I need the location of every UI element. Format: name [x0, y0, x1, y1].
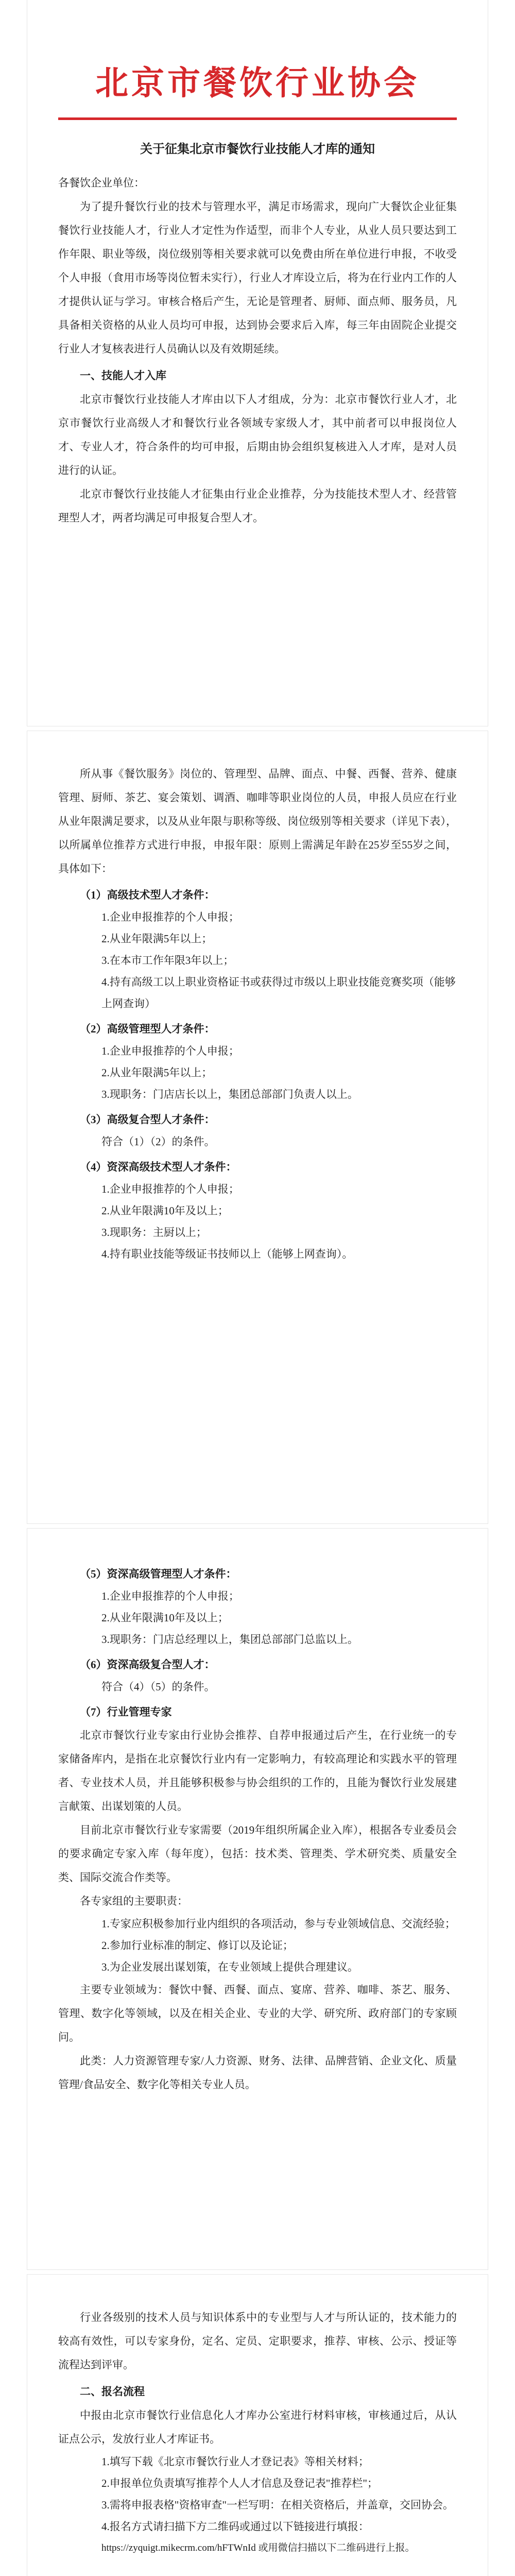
eligibility-text: 所从事《餐饮服务》岗位的、管理型、品牌、面点、中餐、西餐、营养、健康管理、厨师、茶艺、宴会策划、调酒、咖啡等职业岗位的人员，申报人员应在行业从业年限满足要求，以及从业年限与职称等级、岗位级别等相关要求（详见下表），以所属单位推荐方式进行申报，申报年限：原则上需满足年龄在25岁至55岁之间，具体如下：: [58, 768, 457, 875]
list-item: 2.从业年限满5年以上；: [101, 1066, 213, 1079]
list-item: 2.从业年限满10年及以上；: [101, 1612, 229, 1624]
list-item: 1.填写下载《北京市餐饮行业人才登记表》等相关材料；: [101, 2455, 369, 2468]
list-item: 1.企业申报推荐的个人申报；: [101, 1045, 239, 1057]
list-item: 4.报名方式请扫描下方二维码或通过以下链接进行填报：: [101, 2520, 369, 2533]
list-item: 2.申报单位负责填写推荐个人人才信息及登记表"推荐栏"；: [101, 2477, 378, 2489]
expert-fields-text: 主要专业领域为：餐饮中餐、西餐、面点、宴席、营养、咖啡、茶艺、服务、管理、数字化等领域，以及在相关企业、专业的大学、研究所、政府部门的专家顾问。: [58, 1984, 457, 2043]
cond-3-heading: （3）高级复合型人才条件：: [80, 1113, 215, 1126]
list-item: 1.企业申报推荐的个人申报；: [101, 1183, 239, 1195]
cond-2-heading: （2）高级管理型人才条件：: [80, 1023, 215, 1035]
notice-title: 关于征集北京市餐饮行业技能人才库的通知: [140, 142, 375, 156]
salutation: 各餐饮企业单位：: [58, 177, 145, 189]
list-item: 3.为企业发展出谋划策，在专业领域上提供合理建议。: [101, 1961, 358, 1973]
list-item: 3.在本市工作年限3年以上；: [101, 954, 234, 967]
section-1-heading: 一、技能人才入库: [80, 369, 166, 382]
expert-text: 北京市餐饮行业专家由行业协会推荐、自荐申报通过后产生，在行业统一的专家储备库内，是指在北京餐饮行业内有一定影响力，有较高理论和实践水平的管理者、专业技术人员，并且能够积极参与协会组织的工作的，且能为餐饮行业发展建言献策、出谋划策的人员。: [58, 1729, 457, 1812]
expert-text-2: 目前北京市餐饮行业专家需要（2019年组织所属企业入库），根据各专业委员会的要求确定专家入库（每年度），包括：技术类、管理类、学术研究类、质量安全类、国际交流合作类等。: [58, 1824, 457, 1884]
list-item: 3.现职务：门店店长以上，集团总部部门负责人以上。: [101, 1088, 358, 1100]
list-item: 3.需将申报表格"资格审查"一栏写明：在相关资格后，并盖章，交回协会。: [101, 2499, 454, 2511]
link-note: 或用微信扫描以下二维码进行上报。: [258, 2543, 415, 2553]
list-item: 符合（1）（2）的条件。: [101, 1136, 215, 1148]
registration-link[interactable]: https://zyquigt.mikecrm.com/hFTWnId: [101, 2543, 256, 2553]
page4-intro: 行业各级别的技术人员与知识体系中的专业型与人才与所认证的，技术能力的较高有效性，可以专家身份，定名、定员、定职要求，推荐、审核、公示、授证等流程达到评审。: [58, 2311, 457, 2371]
list-item: 2.从业年限满10年及以上；: [101, 1205, 229, 1217]
list-item: 4.持有职业技能等级证书技师以上（能够上网查询）。: [101, 1248, 353, 1260]
cond-6-heading: （6）资深高级复合型人才：: [80, 1658, 215, 1671]
page-3: [27, 1528, 488, 2270]
list-item: 1.企业申报推荐的个人申报；: [101, 911, 239, 923]
cond-7-heading: （7）行业管理专家: [80, 1706, 172, 1718]
list-item: 符合（4）（5）的条件。: [101, 1681, 215, 1693]
cond-1-heading: （1）高级技术型人才条件：: [80, 889, 215, 901]
expert-fields-text-2: 此类：人力资源管理专家/人力资源、财务、法律、品牌营销、企业文化、质量管理/食品安全、数字化等相关专业人员。: [58, 2055, 457, 2091]
section-2-heading: 二、报名流程: [80, 2385, 145, 2398]
cond-4-heading: （4）资深高级技术型人才条件：: [80, 1161, 237, 1173]
list-item: 1.企业申报推荐的个人申报；: [101, 1590, 239, 1602]
page-1: [27, 0, 488, 726]
section-2-text: 中报由北京市餐饮行业信息化人才库办公室进行材料审核，审核通过后，从认证点公示，发放行业人才库证书。: [58, 2409, 457, 2445]
cond-5-heading: （5）资深高级管理型人才条件：: [80, 1568, 237, 1580]
list-item: 1.专家应积极参加行业内组织的各项活动，参与专业领域信息、交流经验；: [101, 1918, 456, 1930]
list-item: 3.现职务：门店总经理以上，集团总部部门总监以上。: [101, 1633, 358, 1646]
intro-paragraph: 为了提升餐饮行业的技术与管理水平，满足市场需求，现向广大餐饮企业征集餐饮行业技能人才，行业人才定性为作适型，而非个人专业，从业人员只要达到工作年限、职业等级，岗位级别等相关要求就可以免费由所在单位进行申报，不收受个人申报（食用市场等岗位暂未实行），行业人才库设立后，将为在行业内工作的人才提供认证与学习。审核合格后产生，无论是管理者、厨师、面点师、服务员，凡具备相关资格的从业人员均可申报，达到协会要求后入库，每三年由固院企业提交行业人才复核表进行人员确认以及有效期延续。: [58, 200, 457, 355]
list-item: 2.参加行业标准的制定、修订以及论证；: [101, 1939, 294, 1952]
page-2: [27, 731, 488, 1524]
section-1-text-2: 北京市餐饮行业技能人才征集由行业企业推荐，分为技能技术型人才、经营管理型人才，两者均满足可申报复合型人才。: [58, 488, 457, 524]
expert-duties-label: 各专家组的主要职责：: [80, 1895, 188, 1907]
org-header-title: 北京市餐饮行业协会: [95, 64, 420, 103]
page-4: [27, 2274, 488, 2576]
section-1-text: 北京市餐饮行业技能人才库由以下人才组成，分为：北京市餐饮行业人才，北京市餐饮行业高级人才和餐饮行业各领域专家级人才，其中前者可以申报岗位人才、专业人才，符合条件的均可申报，后期由协会组织复核进入人才库，是对人员进行的认证。: [58, 393, 457, 477]
list-item: 3.现职务：主厨以上；: [101, 1226, 207, 1239]
header-red-rule: [58, 117, 457, 120]
list-item: 2.从业年限满5年以上；: [101, 933, 213, 945]
list-item: 4.持有高级工以上职业资格证书或获得过市级以上职业技能竞赛奖项（能够上网查询）: [101, 976, 456, 1010]
